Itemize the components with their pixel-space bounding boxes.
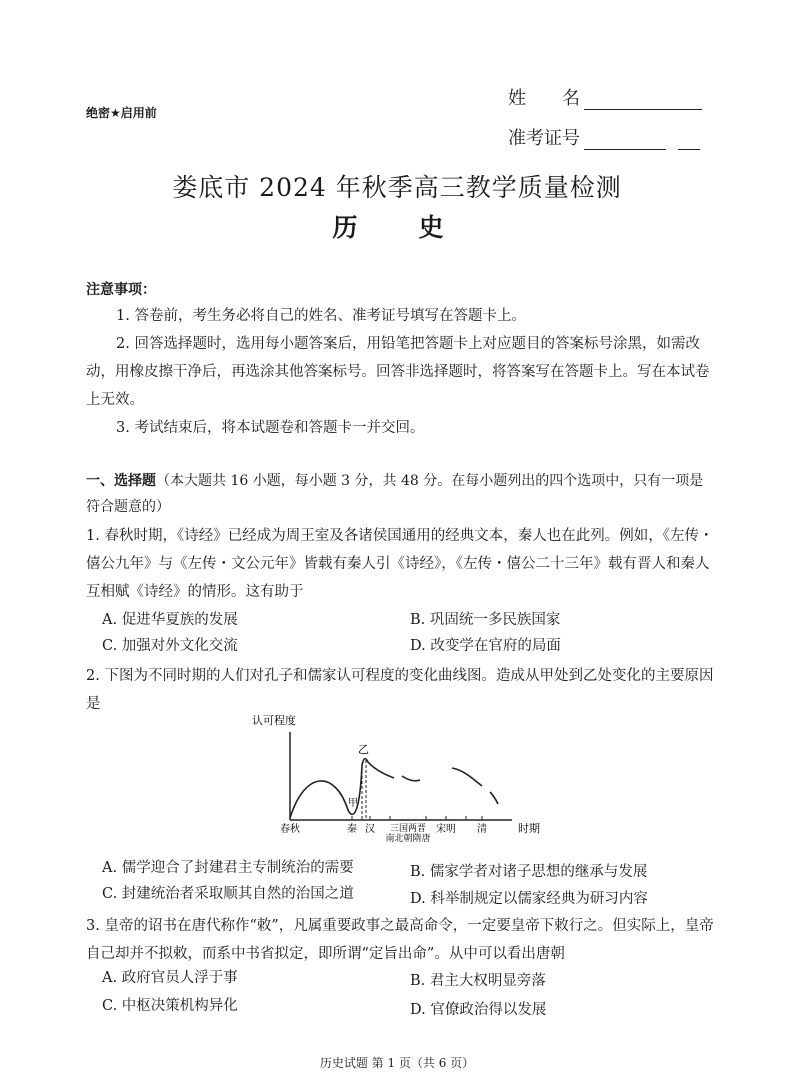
page-footer: 历史试题 第 1 页（共 6 页） bbox=[319, 1056, 475, 1070]
subject-title: 历 史 bbox=[332, 213, 462, 242]
q3-option-c[interactable]: C. 中枢决策机构异化 bbox=[102, 998, 238, 1014]
section-desc: （本大题共 16 小题，每小题 3 分，共 48 分。在每小题列出的四个选项中，只有一项是符合题意的） bbox=[86, 473, 704, 515]
exam-title: 娄底市 2024 年秋季高三教学质量检测 bbox=[172, 173, 622, 202]
tick-label-song-ming: 宋明 bbox=[436, 824, 456, 835]
recognition-curve-chart bbox=[250, 710, 560, 850]
section-label: 一、选择题 bbox=[86, 473, 156, 489]
question-2-stem: 2. 下图为不同时期的人们对孔子和儒家认可程度的变化曲线图。造成从甲处到乙处变化的主要原因是 bbox=[86, 668, 714, 712]
curve-segment-1 bbox=[290, 759, 394, 818]
x-axis-label: 时期 bbox=[518, 822, 540, 835]
curve-segment-4 bbox=[490, 792, 498, 804]
y-axis-label: 认可程度 bbox=[252, 714, 296, 727]
q3-option-d[interactable]: D. 官僚政治得以发展 bbox=[410, 1002, 547, 1018]
q1-option-a[interactable]: A. 促进华夏族的发展 bbox=[102, 612, 238, 628]
name-field bbox=[508, 84, 702, 110]
note-item-2: 2. 回答选择题时，选用每小题答案后，用铅笔把答题卡上对应题目的答案标号涂黑，如需改动，用橡皮擦干净后，再选涂其他答案标号。回答非选择题时，将答案写在答题卡上。写在本试卷上无效。 bbox=[86, 336, 710, 408]
name-label: 姓 名 bbox=[508, 88, 580, 109]
q2-option-a[interactable]: A. 儒学迎合了封建君主专制统治的需要 bbox=[102, 860, 354, 876]
notes-heading: 注意事项： bbox=[86, 282, 156, 298]
q3-option-a[interactable]: A. 政府官员人浮于事 bbox=[102, 970, 238, 986]
tick-label-nanbei-sui-tang: 南北朝隋唐 bbox=[385, 834, 431, 844]
exam-id-label: 准考证号 bbox=[508, 128, 580, 149]
q2-option-d[interactable]: D. 科举制规定以儒家经典为研习内容 bbox=[410, 891, 648, 907]
tick-label-qing: 清 bbox=[477, 824, 487, 835]
note-item-1: 1. 答卷前，考生务必将自己的姓名、准考证号填写在答题卡上。 bbox=[116, 308, 526, 324]
tick-label-qin: 秦 bbox=[347, 824, 357, 835]
tick-label-han: 汉 bbox=[365, 824, 375, 835]
annotation-jia: 甲 bbox=[348, 798, 358, 809]
exam-id-blank-2[interactable] bbox=[678, 133, 700, 150]
confidential-label: 绝密★启用前 bbox=[86, 106, 157, 120]
q1-option-c[interactable]: C. 加强对外文化交流 bbox=[102, 638, 238, 654]
q1-option-b[interactable]: B. 巩固统一多民族国家 bbox=[410, 612, 561, 628]
tick-label-chunqiu: 春秋 bbox=[280, 824, 300, 835]
exam-id-blank[interactable] bbox=[584, 133, 666, 150]
q1-option-d[interactable]: D. 改变学在官府的局面 bbox=[410, 638, 561, 654]
tick-label-three-kingdoms: 三国两晋 bbox=[389, 824, 427, 834]
question-3-stem: 3. 皇帝的诏书在唐代称作“敕”，凡属重要政事之最高命令，一定要皇帝下敕行之。但实际上，皇帝自己却并不拟敕，而系中书省拟定，即所谓“定旨出命”。从中可以看出唐朝 bbox=[86, 918, 714, 962]
curve-segment-3 bbox=[452, 768, 482, 786]
q2-option-c[interactable]: C. 封建统治者采取顺其自然的治国之道 bbox=[102, 886, 354, 902]
annotation-yi: 乙 bbox=[358, 743, 369, 756]
question-1-stem: 1. 春秋时期，《诗经》已经成为周王室及各诸侯国通用的经典文本，秦人也在此列。例如，《左传・僖公九年》与《左传・文公元年》皆载有秦人引《诗经》，《左传・僖公二十三年》载有晋人和秦人互相赋《诗经》的情形。这有助于 bbox=[86, 528, 714, 600]
q2-option-b[interactable]: B. 儒家学者对诸子思想的继承与发展 bbox=[410, 864, 648, 880]
name-blank[interactable] bbox=[584, 93, 702, 110]
note-item-3: 3. 考试结束后，将本试题卷和答题卡一并交回。 bbox=[116, 420, 425, 436]
section-header bbox=[86, 468, 716, 520]
q3-option-b[interactable]: B. 君主大权明显旁落 bbox=[410, 973, 546, 989]
exam-id-field bbox=[508, 124, 700, 150]
curve-segment-2 bbox=[402, 776, 420, 781]
